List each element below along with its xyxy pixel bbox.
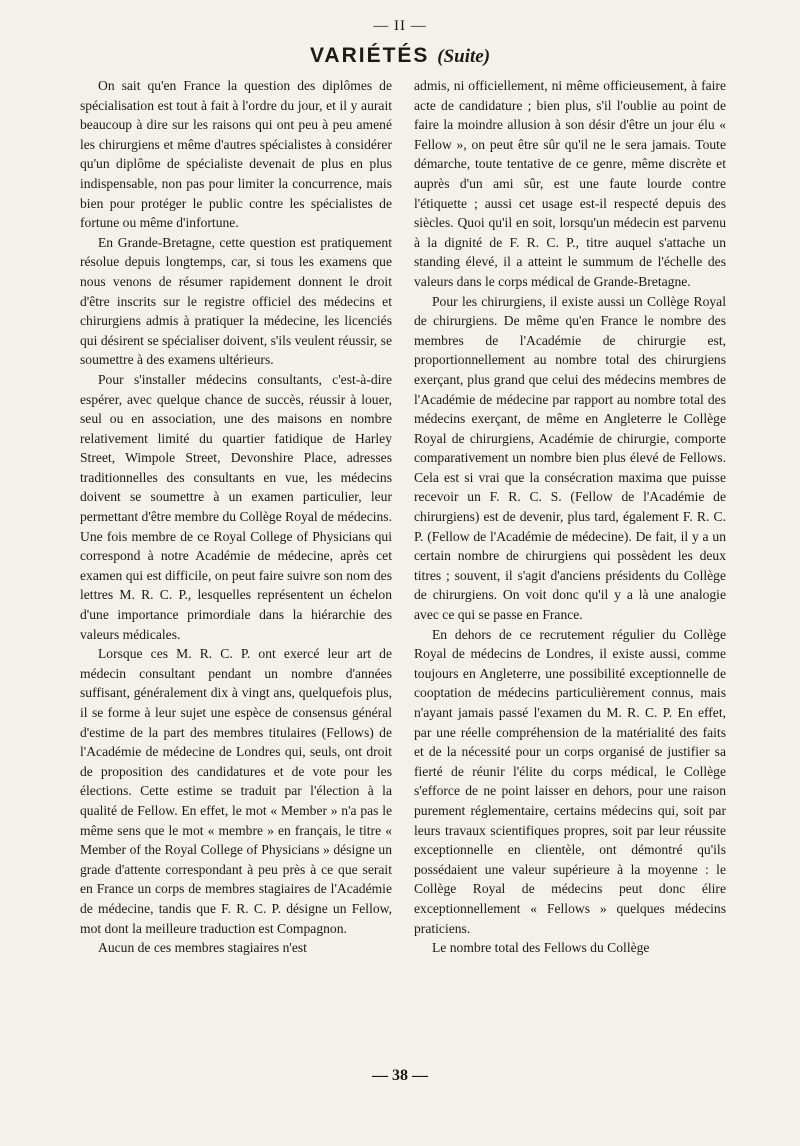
paragraph: On sait qu'en France la question des diplômes de spécialisation est tout à fait à l'ordre du jour, et il y aurait beaucoup à dire sur les raisons qui ont peu à peu amené les chirurgiens et même d'autres spécialistes à considérer qu'un diplôme de spécialiste devenait de plus en plus indispensable, non pas pour limiter la concurrence, mais bien pour protéger le public contre les spécialistes de fortune ou même d'infortune. xyxy=(80,78,392,231)
paragraph: Lorsque ces M. R. C. P. ont exercé leur art de médecin consultant pendant un nombre d'années suffisant, généralement dix à vingt ans, quelquefois plus, il se forme à leur sujet une espèce de consensus général d'estime de la part des membres titulaires (Fellows) de l'Académie de médecine de Londres qui, seuls, ont droit de proposition des candidatures et de vote pour les élections. Cette estime se traduit par l'élection à la qualité de Fellow. En effet, le mot « Member » n'a pas le même sens que le mot « membre » en français, le titre « Member of the Royal College of Physicians » désigne un grade d'attente correspondant à peu près à ce que serait en France un corps de membres stagiaires de l'Académie de médecine, tandis que F. R. C. P. désigne un Fellow, mot dont la meilleure traduction est Compagnon. xyxy=(80,646,392,936)
section-number: — II — xyxy=(373,18,427,34)
right-column xyxy=(414,76,726,958)
title-suffix: (Suite) xyxy=(437,46,491,67)
page-number: — 38 — xyxy=(372,1067,428,1084)
paragraph: Pour s'installer médecins consultants, c'est-à-dire espérer, avec quelque chance de succès, réussir à louer, seul ou en association, une des maisons en nombre relativement limité du quartier fatidique de Harley Street, Wimpole Street, Devonshire Place, adresses traditionnelles des consultants en vue, les médecins doivent se soumettre à un examen particulier, leur permettant d'être membre du Collège Royal de médecins. Une fois membre de ce Royal College of Physicians qui correspond à notre Académie de médecine, après cet examen qui est difficile, on peut faire suivre son nom des lettres M. R. C. P., lesquelles représentent un échelon d'une importance primordiale dans la hiérarchie des valeurs médicales. xyxy=(80,371,392,642)
left-column xyxy=(80,76,392,958)
title-text: VARIÉTÉS xyxy=(309,44,430,67)
page-title xyxy=(0,44,800,68)
paragraph: En Grande-Bretagne, cette question est pratiquement résolue depuis longtemps, car, si tous les examens que nous venons de résumer rapidement donnent le droit d'être inscrits sur le registre officiel des médecins et chirurgiens admis à pratiquer la médecine, les licenciés qui désirent se spécialiser doivent, s'ils veulent réussir, se soumettre à des examens ultérieurs. xyxy=(80,234,392,368)
paragraph: En dehors de ce recrutement régulier du Collège Royal de médecins de Londres, il existe aussi, comme toujours en Angleterre, une possibilité exceptionnelle de cooptation de médecins particulièrement connus, mais n'ayant jamais passé l'examen du M. R. C. P. En effet, par une réelle compréhension de la matérialité des faits et de la nécessité pour un corps organisé de justifier sa fierté de réunir l'élite du corps médical, le Collège s'efforce de ne point laisser en dehors, pour une raison purement réglementaire, certains médecins qui, soit par leurs travaux scientifiques propres, soit par leur réussite exceptionnelle en clientèle, ont démontré qu'ils possédaient une valeur supérieure à la moyenne : le Collège Royal de médecins peut donc élire exceptionnellement « Fellows » quelques médecins praticiens. xyxy=(414,626,726,936)
paragraph: Pour les chirurgiens, il existe aussi un Collège Royal de chirurgiens. De même qu'en France le nombre des membres de l'Académie de chirurgie est, proportionnellement au nombre total des chirurgiens exerçant, plus grand que celui des médecins membres de l'Académie de médecine par rapport au nombre total des médecins exerçant, de même en Angleterre le Collège Royal de chirurgiens, Académie de chirurgie, comporte comparativement un nombre bien plus élevé de Fellows. Cela est si vrai que la consécration maxima que puisse recevoir un F. R. C. S. (Fellow de l'Académie de chirurgiens) est de devenir, plus tard, également F. R. C. P. (Fellow de l'Académie de médecine). De fait, il y a un certain nombre de chirurgiens qui possèdent les deux titres ; souvent, il s'agit d'anciens présidents du Collège de chirurgiens. On voit donc qu'il y a là une analogie avec ce qui se passe en France. xyxy=(414,293,726,623)
paragraph: Aucun de ces membres stagiaires n'est xyxy=(98,940,307,956)
paragraph: admis, ni officiellement, ni même officieusement, à faire acte de candidature ; bien plus, s'il l'oublie au point de faire la moindre allusion à son désir d'être un jour élu « Fellow », on peut être sûr qu'il ne le sera jamais. Toute démarche, toute tentative de ce genre, même discrète et auprès d'un ami sûr, est une faute lourde contre l'étiquette ; aussi cet usage est-il respecté depuis des siècles. Quoi qu'il en soit, lorsqu'un médecin est parvenu à la dignité de F. R. C. P., titre auquel s'attache un standing élevé, il a atteint le summum de l'échelle des valeurs dans le corps médical de Grande-Bretagne. xyxy=(414,78,726,289)
paragraph: Le nombre total des Fellows du Collège xyxy=(432,940,650,956)
